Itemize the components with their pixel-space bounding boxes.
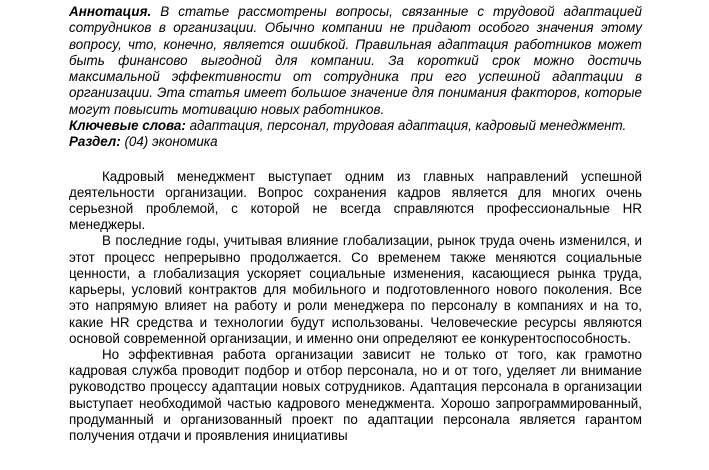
keywords [69,118,642,134]
abstract [69,4,642,118]
body-paragraph: Но эффективная работа организации зависит не только от того, как грамотно кадровая служба проводит подбор и отбор персонала, но и от того, уделяет ли внимание руководство процессу адаптации новых сотрудников. Адаптация персонала в организации выступает необходимой частью кадрового менеджмента. Хорошо запрограммированный, продуманный и организованный проект по адаптации персонала является гарантом получения отдачи и проявления инициативы [69,346,642,443]
section-label: Раздел: [69,134,121,150]
section-text: (04) экономика [124,134,218,150]
abstract-label: Аннотация. [69,4,152,19]
section [69,134,642,150]
body-paragraph: В последние годы, учитывая влияние глобализации, рынок труда очень изменился, и этот процесс непрерывно продолжается. Со временем также меняются социальные ценности, а глобализация ускоряет социальные изменения, касающиеся рынка труда, карьеры, условий контрактов для мобильного и подготовленного нового поколения. Все это напрямую влияет на работу и роли менеджера по персоналу в компаниях и на то, какие HR средства и технологии будут использованы. Человеческие ресурсы являются основой современной организации, и именно они определяют ее конкурентоспособность. [69,233,642,346]
keywords-label: Ключевые слова: [69,118,186,134]
abstract-text: В статье рассмотрены вопросы, связанные с трудовой адаптацией сотрудников в организации. Обычно компании не придают особого значения этому вопросу, что, конечно, является ошибкой. Правильная адаптация работников может быть финансово выгодной для компании. За короткий срок можно достичь максимальной эффективности от сотрудника при его успешной адаптации в организации. Эта статья имеет большое значение для понимания факторов, которые могут повысить мотивацию новых работников. [69,4,642,117]
body-paragraph: Кадровый менеджмент выступает одним из главных направлений успешной деятельности организации. Вопрос сохранения кадров является для многих очень серьезной проблемой, с которой не всегда справляются профессиональные HR менеджеры. [69,168,642,233]
article-page [69,0,642,444]
keywords-text: адаптация, персонал, трудовая адаптация, кадровый менеджмент. [189,118,627,134]
article-body [69,169,642,444]
